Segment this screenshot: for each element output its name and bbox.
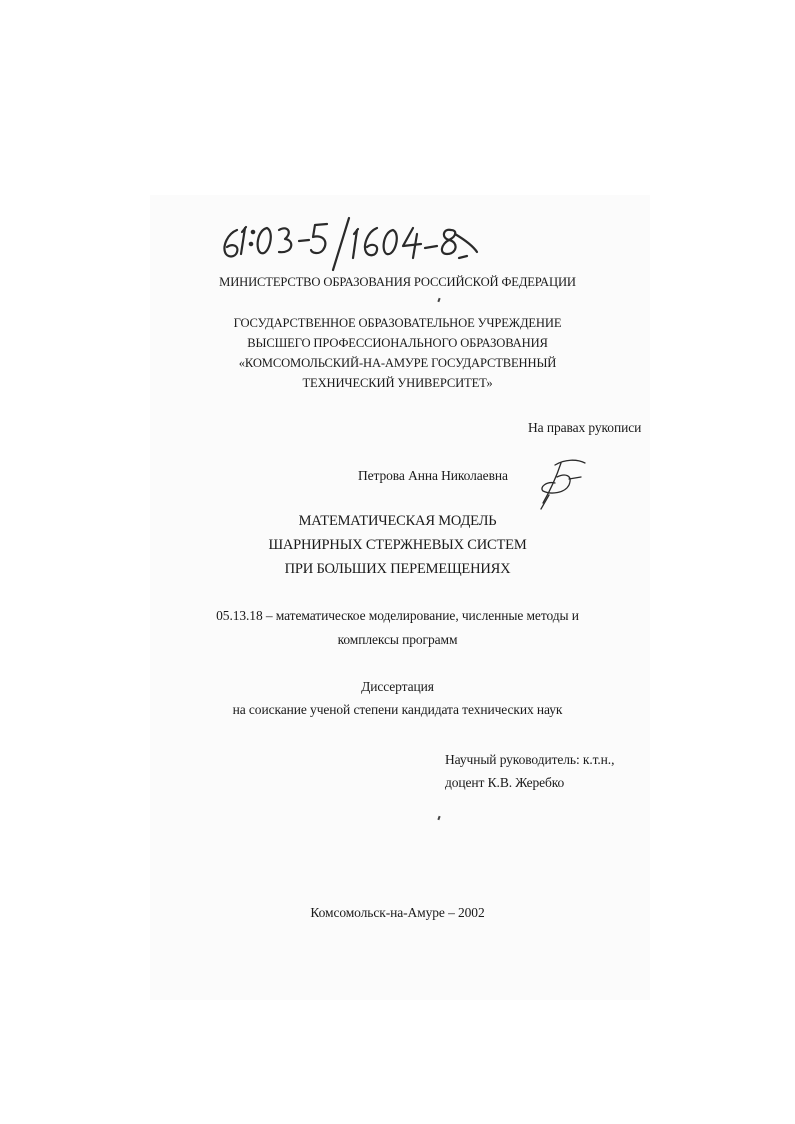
place-year: Комсомольск-на-Амуре – 2002 (310, 905, 485, 920)
institution-line: ГОСУДАРСТВЕННОЕ ОБРАЗОВАТЕЛЬНОЕ УЧРЕЖДЕНИЕ (233, 316, 562, 330)
institution-line: «КОМСОМОЛЬСКИЙ-НА-АМУРЕ ГОСУДАРСТВЕННЫЙ (238, 356, 557, 370)
thesis-title-line: ПРИ БОЛЬШИХ ПЕРЕМЕЩЕНИЯХ (284, 561, 511, 577)
institution-line: ТЕХНИЧЕСКИЙ УНИВЕРСИТЕТ» (302, 376, 493, 390)
handwritten-archive-number (215, 212, 490, 277)
thesis-title-line: ШАРНИРНЫХ СТЕРЖНЕВЫХ СИСТЕМ (268, 537, 527, 553)
manuscript-note: На правах рукописи (528, 420, 642, 435)
supervisor-line: доцент К.В. Жеребко (445, 775, 565, 790)
supervisor-line: Научный руководитель: к.т.н., (445, 752, 615, 767)
degree-line: на соискание ученой степени кандидата технических наук (232, 702, 563, 717)
ministry-heading: МИНИСТЕРСТВО ОБРАЗОВАНИЯ РОССИЙСКОЙ ФЕДЕРАЦИИ (219, 275, 576, 289)
thesis-title-line: МАТЕМАТИЧЕСКАЯ МОДЕЛЬ (298, 513, 497, 529)
institution-line: ВЫСШЕГО ПРОФЕССИОНАЛЬНОГО ОБРАЗОВАНИЯ (247, 336, 548, 350)
author-name: Петрова Анна Николаевна (358, 468, 508, 483)
specialty-line: 05.13.18 – математическое моделирование, численные методы и (216, 608, 579, 623)
specialty-line: комплексы программ (337, 632, 458, 647)
document-type: Диссертация (361, 679, 434, 694)
author-signature (535, 455, 595, 515)
